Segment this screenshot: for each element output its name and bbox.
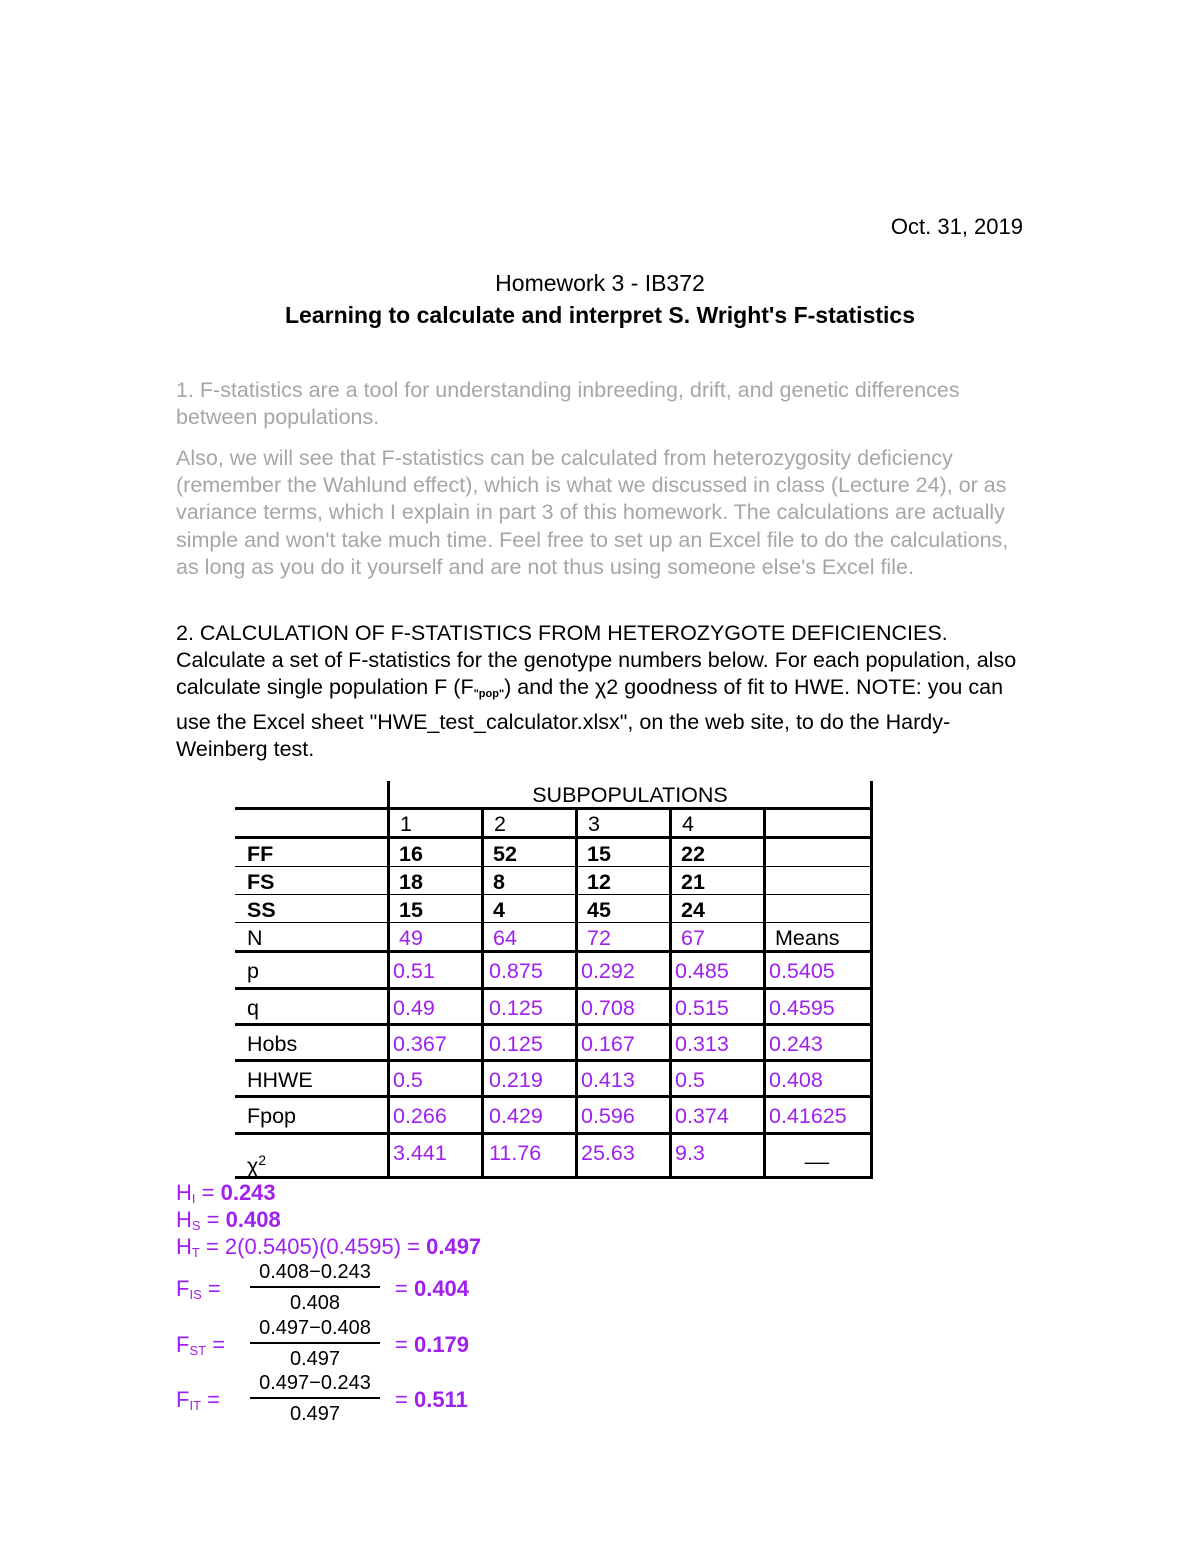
- fraction-fis-numerator: 0.408−0.243: [259, 1261, 371, 1283]
- chi-superscript: 2: [258, 1152, 267, 1168]
- table-hline: [235, 866, 873, 867]
- row-label-p: p: [247, 959, 259, 983]
- column-header-2: 2: [494, 812, 506, 836]
- row-label-hobs: Hobs: [247, 1032, 298, 1056]
- fraction-fis: [250, 1260, 380, 1315]
- table-cell: 0.708: [581, 996, 635, 1020]
- table-cell-mean: 0.5405: [769, 959, 835, 983]
- table-cell: 0.485: [675, 959, 729, 983]
- result-hi-sub: I: [191, 1191, 196, 1206]
- table-cell: 49: [399, 926, 423, 950]
- table-hline: [235, 1176, 873, 1179]
- result-ht-symbol: H: [176, 1234, 192, 1259]
- table-cell: 0.167: [581, 1032, 635, 1056]
- table-cell-mean: 0.243: [769, 1032, 823, 1056]
- result-fst-label: [176, 1332, 225, 1358]
- table-cell: 67: [681, 926, 705, 950]
- row-label-q: q: [247, 996, 259, 1020]
- fraction-fit-denominator: 0.497: [289, 1403, 341, 1425]
- result-ht: [176, 1234, 481, 1260]
- table-hline: [235, 894, 873, 895]
- table-hline: [235, 836, 873, 839]
- table-cell: 64: [493, 926, 517, 950]
- table-hline: [235, 987, 873, 990]
- table-cell: 16: [399, 842, 423, 866]
- table-cell-mean: 0.408: [769, 1068, 823, 1092]
- result-hi-symbol: H: [176, 1180, 192, 1205]
- row-label-chi-square: [247, 1148, 266, 1178]
- table-vline: [669, 808, 672, 1179]
- result-fis: = 0.404: [395, 1276, 470, 1301]
- table-hline: [235, 1132, 873, 1135]
- result-fit-symbol: F: [176, 1387, 190, 1412]
- table-cell: 0.125: [489, 996, 543, 1020]
- table-cell: 25.63: [581, 1141, 635, 1165]
- result-ht-sub: T: [191, 1245, 200, 1260]
- result-fit-eq: =: [201, 1387, 220, 1412]
- result-fit-label: [176, 1387, 220, 1413]
- table-cell-mean: 0.41625: [769, 1104, 847, 1128]
- question-text-sub: "pop": [473, 688, 505, 701]
- result-fst: = 0.179: [395, 1332, 470, 1357]
- table-vline: [575, 808, 578, 1179]
- table-vline: [387, 781, 390, 1179]
- result-fis-eq: =: [201, 1276, 221, 1301]
- column-header-4: 4: [682, 812, 694, 836]
- table-hline: [235, 922, 873, 923]
- table-hline: [235, 1095, 873, 1098]
- result-hs-value: 0.408: [225, 1207, 281, 1232]
- table-cell: 0.374: [675, 1104, 729, 1128]
- table-cell: 0.219: [489, 1068, 543, 1092]
- fraction-fis-denominator: 0.408: [289, 1292, 341, 1314]
- table-cell: 18: [399, 870, 423, 894]
- table-cell: 0.875: [489, 959, 543, 983]
- result-hs-sub: S: [191, 1218, 201, 1233]
- row-label-fpop: Fpop: [247, 1104, 297, 1128]
- fraction-fst-numerator: 0.497−0.408: [259, 1317, 371, 1339]
- table-cell: 0.266: [393, 1104, 447, 1128]
- table-cell: 8: [493, 870, 505, 894]
- result-hs: [176, 1207, 281, 1233]
- result-hs-symbol: H: [176, 1207, 192, 1232]
- row-label-ff: FF: [247, 842, 274, 866]
- table-cell: 45: [587, 898, 611, 922]
- fraction-fst-denominator: 0.497: [289, 1348, 341, 1370]
- table-cell: 0.429: [489, 1104, 543, 1128]
- result-fst-eq: =: [206, 1332, 226, 1357]
- table-cell: 72: [587, 926, 611, 950]
- table-cell: 11.76: [489, 1141, 542, 1165]
- result-fst-symbol: F: [176, 1332, 190, 1357]
- table-cell: 0.367: [393, 1032, 447, 1056]
- table-cell: 21: [681, 870, 705, 894]
- table-cell: 4: [493, 898, 505, 922]
- chi-symbol: χ: [247, 1154, 259, 1179]
- result-fis-sub: IS: [189, 1287, 202, 1302]
- result-ht-value: 0.497: [426, 1234, 482, 1259]
- table-cell: 0.5: [393, 1068, 423, 1092]
- result-fis-label: [176, 1276, 221, 1302]
- question-text-b: ) and the χ2 goodness of fit to HWE. NOTE: you can use the Excel sheet "HWE_test_calculator.xlsx", on the web site, to do the Hardy-Weinberg test.: [176, 675, 1004, 761]
- table-hline: [235, 807, 873, 810]
- question-text-a: 2. CALCULATION OF F-STATISTICS FROM HETEROZYGOTE DEFICIENCIES. Calculate a set of F-statistics for the genotype numbers below. For each population, also calculate single population F (F: [176, 621, 1017, 700]
- fraction-fst: [250, 1316, 380, 1371]
- result-fis-symbol: F: [176, 1276, 190, 1301]
- paragraph-also: Also, we will see that F-statistics can be calculated from heterozygosity deficiency (remember the Wahlund effect), which is what we discussed in class (Lecture 24), or as variance terms, which I explain in part 3 of this homework. The calculations are actually simple and won't take much time. Feel free to set up an Excel file to do the calculations, as long as you do it yourself and are not thus using someone else's Excel file.: [176, 446, 1009, 579]
- table-vline: [870, 781, 873, 1179]
- table-hline: [235, 1023, 873, 1026]
- document-title: Homework 3 - IB372: [495, 270, 705, 296]
- result-fst-value: 0.179: [413, 1332, 470, 1357]
- paragraph-question-2: [176, 620, 1036, 763]
- row-label-hhwe: HHWE: [247, 1068, 313, 1092]
- result-fst-sub: ST: [189, 1343, 207, 1358]
- table-vline: [481, 808, 484, 1179]
- table-cell: 12: [587, 870, 611, 894]
- table-cell-mean-dash: __: [805, 1141, 829, 1165]
- means-label: Means: [775, 926, 840, 950]
- table-cell: 0.515: [675, 996, 729, 1020]
- table-cell: 9.3: [675, 1141, 705, 1165]
- fraction-fit: [250, 1371, 380, 1426]
- column-header-1: 1: [400, 812, 412, 836]
- result-ht-eq: = 2(0.5405)(0.4595) =: [199, 1234, 427, 1259]
- result-fit-sub: IT: [189, 1398, 202, 1413]
- table-hline: [235, 950, 873, 953]
- result-fis-value: 0.404: [413, 1276, 470, 1301]
- column-header-3: 3: [588, 812, 600, 836]
- result-hi: [176, 1180, 276, 1206]
- row-label-n: N: [247, 926, 263, 950]
- table-cell: 0.49: [393, 996, 435, 1020]
- table-cell: 0.292: [581, 959, 635, 983]
- result-fit: = 0.511: [395, 1387, 468, 1412]
- table-cell: 15: [399, 898, 423, 922]
- row-label-fs: FS: [247, 870, 275, 894]
- fraction-fit-numerator: 0.497−0.243: [259, 1372, 371, 1394]
- table-cell: 0.313: [675, 1032, 729, 1056]
- table-cell: 3.441: [393, 1141, 447, 1165]
- table-cell: 24: [681, 898, 705, 922]
- table-cell: 0.51: [393, 959, 435, 983]
- table-cell-mean: 0.4595: [769, 996, 835, 1020]
- table-cell: 0.413: [581, 1068, 635, 1092]
- table-cell: 52: [493, 842, 517, 866]
- table-cell: 0.125: [489, 1032, 543, 1056]
- document-subtitle: Learning to calculate and interpret S. Wright's F-statistics: [285, 302, 915, 328]
- document-date: Oct. 31, 2019: [890, 214, 1023, 239]
- fraction-bar: [250, 1286, 380, 1288]
- result-hs-eq: =: [200, 1207, 226, 1232]
- table-header-subpopulations: SUBPOPULATIONS: [532, 783, 728, 807]
- table-hline: [235, 1059, 873, 1062]
- table-cell: 0.5: [675, 1068, 705, 1092]
- fraction-bar: [250, 1397, 380, 1399]
- result-fit-value: 0.511: [413, 1387, 468, 1412]
- result-hi-eq: =: [195, 1180, 221, 1205]
- table-cell: 0.596: [581, 1104, 635, 1128]
- table-cell: 22: [681, 842, 705, 866]
- table-cell: 15: [587, 842, 611, 866]
- paragraph-intro: 1. F-statistics are a tool for understanding inbreeding, drift, and genetic differences between populations.: [176, 378, 960, 430]
- fraction-bar: [250, 1342, 380, 1344]
- row-label-ss: SS: [247, 898, 276, 922]
- result-hi-value: 0.243: [220, 1180, 276, 1205]
- table-vline: [763, 808, 766, 1179]
